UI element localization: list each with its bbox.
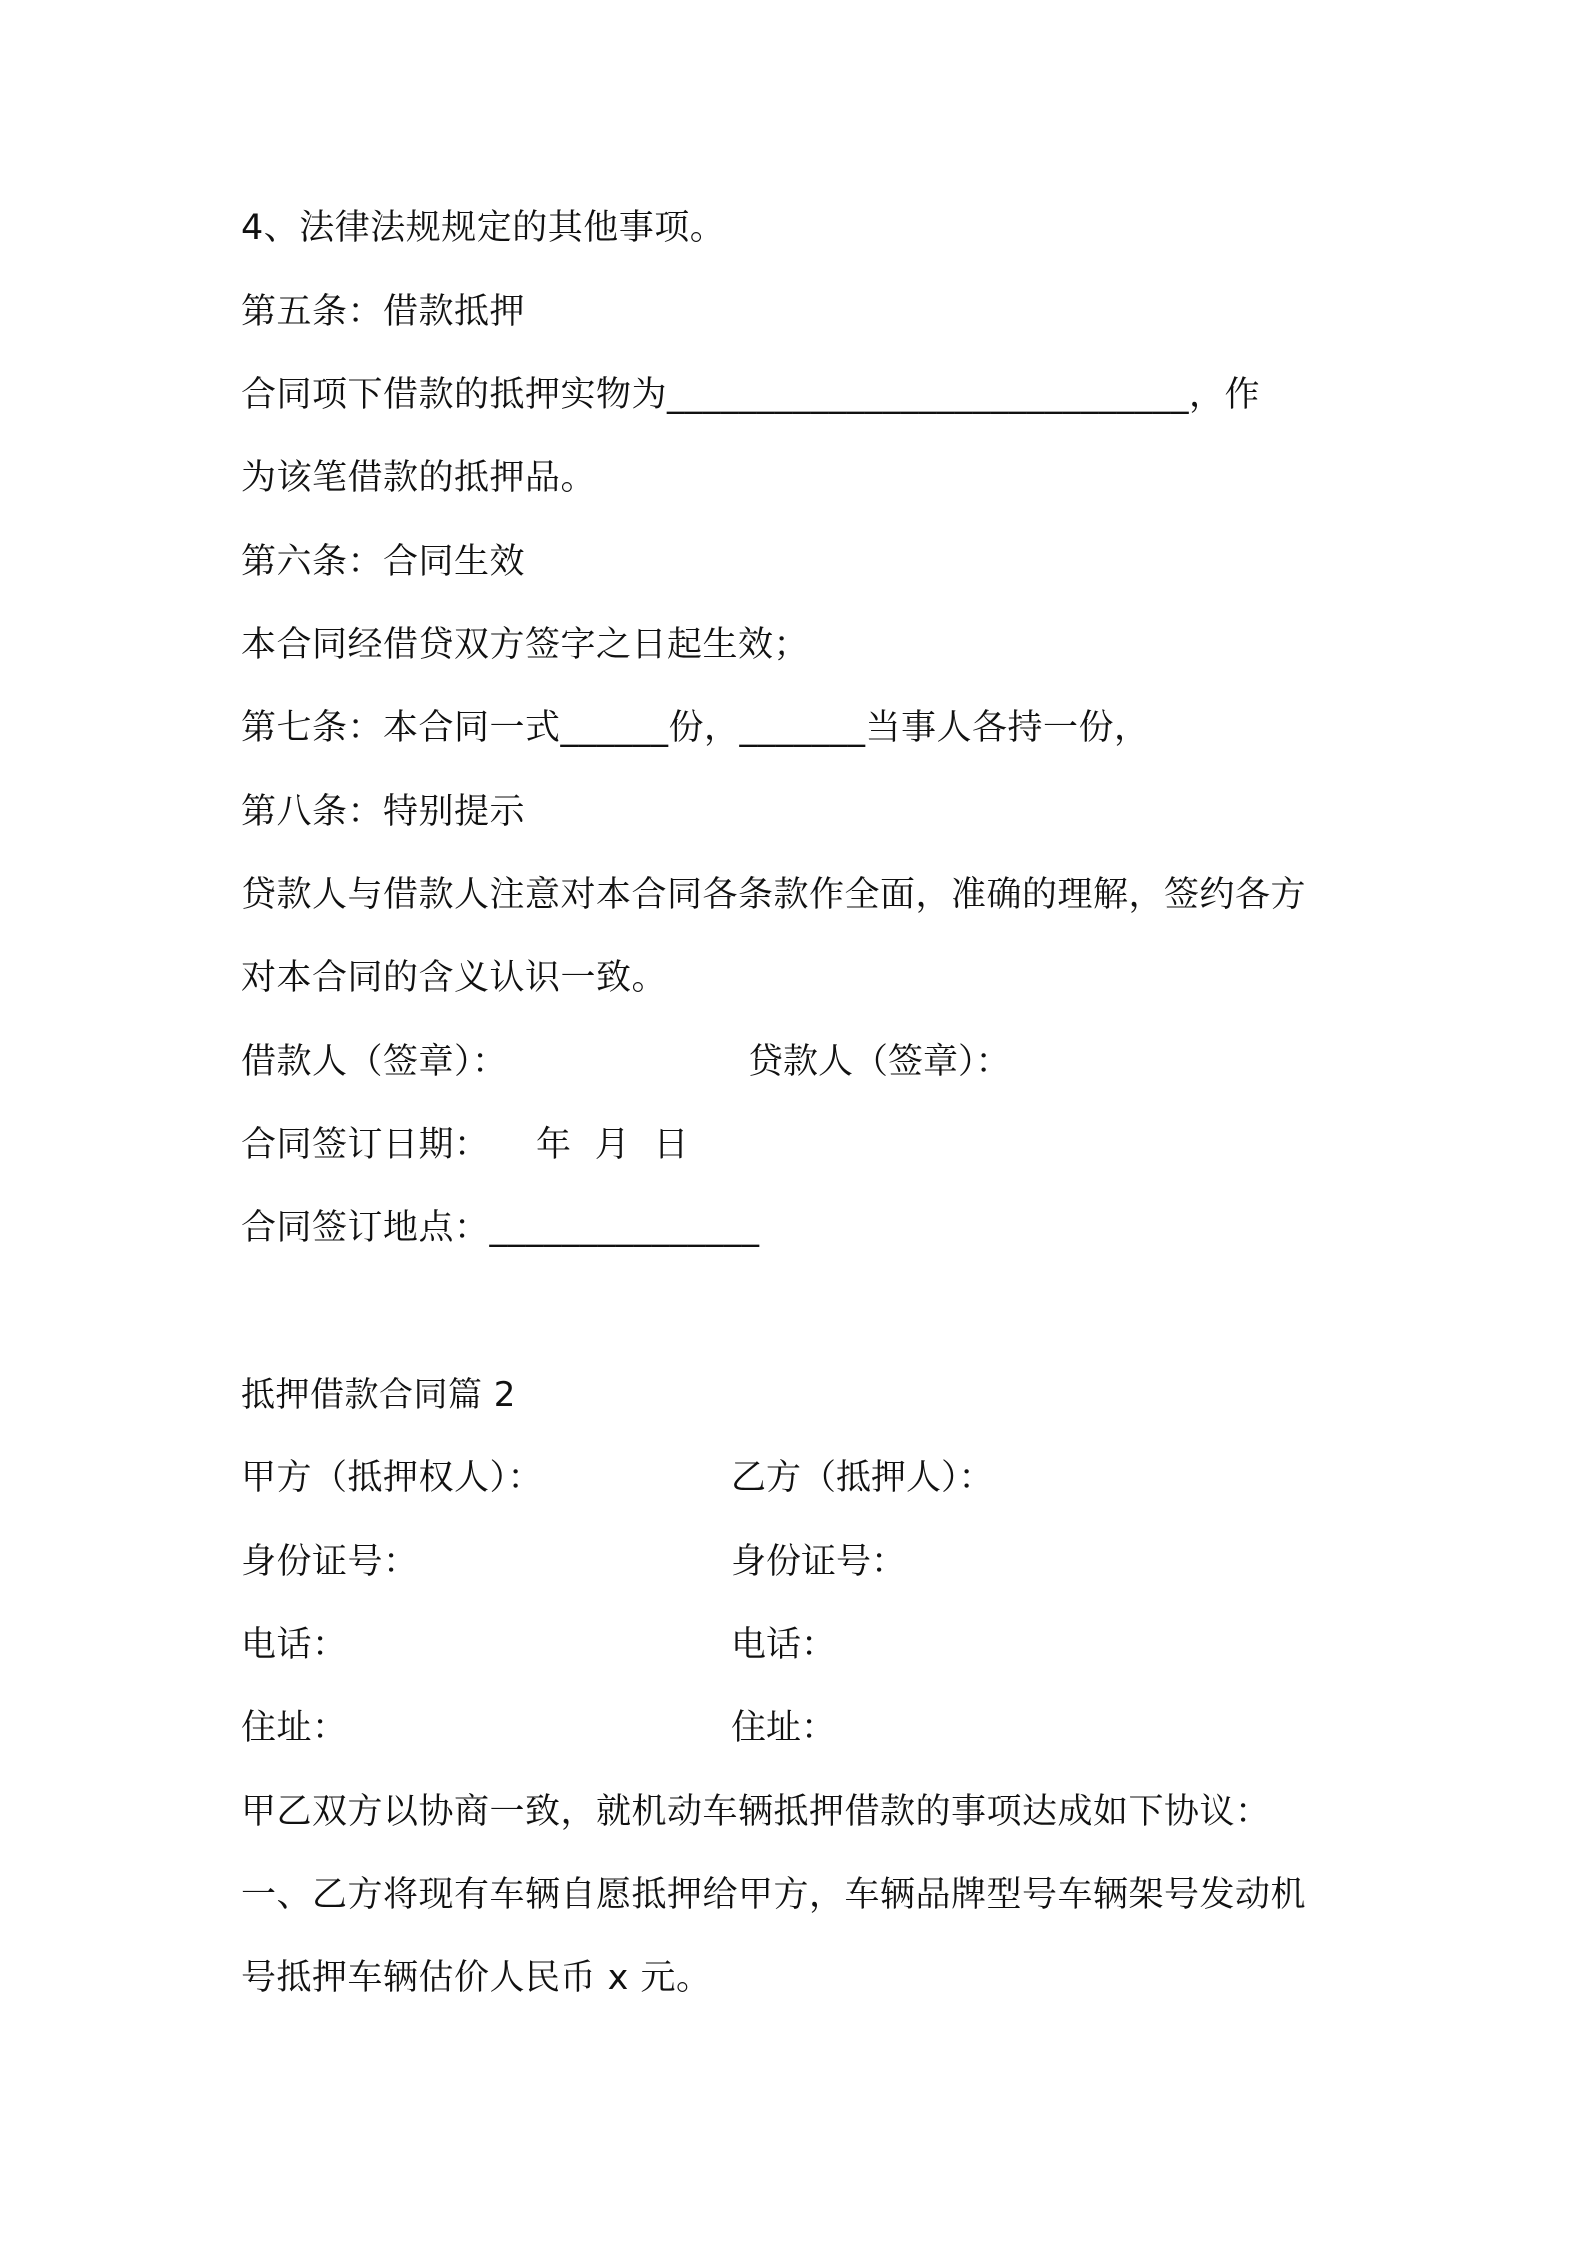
party-a-phone-label: 电话： (241, 1625, 348, 1665)
article-5-heading: 第五条：借款抵押 (241, 292, 526, 332)
article-8-text-line-1: 贷款人与借款人注意对本合同各条款作全面，准确的理解，签约各方 (241, 875, 1307, 915)
article-6-heading: 第六条：合同生效 (241, 542, 526, 582)
lender-signature-label: 贷款人（签章）： (748, 1042, 1011, 1082)
article-7-text: 第七条：本合同一式______份，_______当事人各持一份， (241, 708, 1150, 748)
party-b-id-label: 身份证号： (731, 1542, 907, 1582)
clause-1-line-1: 一、乙方将现有车辆自愿抵押给甲方，车辆品牌型号车辆架号发动机 (241, 1875, 1307, 1915)
clause-item-4: 4、法律法规规定的其他事项。 (241, 208, 726, 248)
party-a-label: 甲方（抵押权人）： (241, 1458, 544, 1498)
article-5-text-line-1: 合同项下借款的抵押实物为_____________________________，作 (241, 375, 1261, 415)
signing-place-line: 合同签订地点：_______________ (241, 1208, 760, 1248)
article-5-text-line-2: 为该笔借款的抵押品。 (241, 458, 597, 498)
party-b-label: 乙方（抵押人）： (731, 1458, 994, 1498)
borrower-signature-label: 借款人（签章）： (241, 1042, 508, 1082)
article-8-heading: 第八条：特别提示 (241, 792, 526, 832)
agreement-intro: 甲乙双方以协商一致，就机动车辆抵押借款的事项达成如下协议： (241, 1792, 1271, 1832)
article-6-text: 本合同经借贷双方签字之日起生效； (241, 625, 810, 665)
clause-1-line-2: 号抵押车辆估价人民币 x 元。 (241, 1958, 712, 1998)
article-8-text-line-2: 对本合同的含义认识一致。 (241, 958, 668, 998)
signing-date-line: 合同签订日期： 年 月 日 (241, 1125, 690, 1165)
party-a-id-label: 身份证号： (241, 1542, 419, 1582)
party-b-address-label: 住址： (731, 1708, 837, 1748)
party-b-phone-label: 电话： (731, 1625, 837, 1665)
contract-2-title: 抵押借款合同篇 2 (241, 1375, 516, 1415)
party-a-address-label: 住址： (241, 1708, 348, 1748)
